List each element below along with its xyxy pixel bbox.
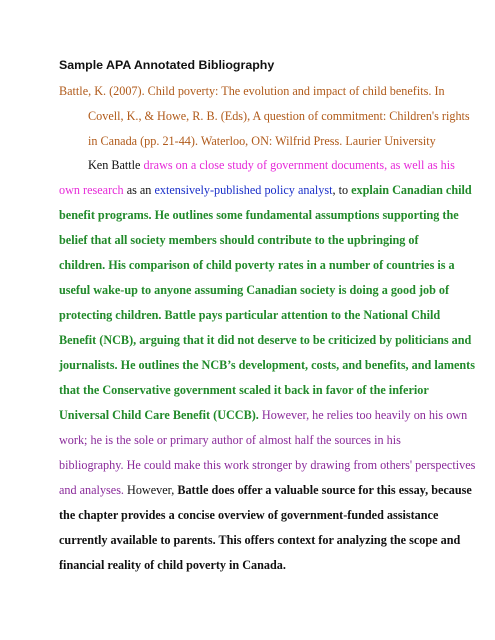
annotation-line-9: journalists. He outlines the NCB’s development, costs, and benefits, and laments	[59, 358, 475, 372]
annotation-line-11: Universal Child Care Benefit (UCCB). However, he relies too heavily on his own	[59, 408, 468, 422]
annotation-line-14: and analyses. However, Battle does offer a valuable source for this essay, because	[59, 483, 472, 497]
annotation-line-6: useful wake-up to anyone assuming Canadian society is doing a good job of	[59, 283, 450, 297]
page-title: Sample APA Annotated Bibliography	[59, 58, 275, 72]
annotation-line-2: own research as an extensively-published policy analyst, to explain Canadian child	[59, 183, 472, 197]
annotation-line-1	[88, 157, 455, 173]
annotation-line-15: the chapter provides a concise overview of government-funded assistance	[59, 508, 439, 522]
citation-line-2: Covell, K., & Howe, R. B. (Eds), A question of commitment: Children's rights	[88, 109, 470, 123]
evidence-phrase-cont: own research	[59, 183, 124, 197]
evidence-phrase: draws on a close study of government documents, as well as his	[143, 158, 455, 172]
author-name: Ken Battle	[88, 158, 144, 172]
annotation-line-5: children. His comparison of child poverty rates in a number of countries is a	[59, 258, 455, 272]
annotation-line-4: belief that all society members should contribute to the upbringing of	[59, 233, 419, 247]
relevance-phrase: Battle does offer a valuable source for this essay, because	[177, 483, 472, 497]
citation-line-3: in Canada (pp. 21-44). Waterloo, ON: Wilfrid Press. Laurier University	[88, 134, 436, 148]
summary-phrase: explain Canadian child	[351, 183, 472, 197]
annotation-line-17: financial reality of child poverty in Canada.	[59, 558, 286, 572]
annotation-line-16: currently available to parents. This offers context for analyzing the scope and	[59, 533, 461, 547]
credentials-phrase: extensively-published policy analyst	[154, 183, 333, 197]
annotation-line-3: benefit programs. He outlines some fundamental assumptions supporting the	[59, 208, 459, 222]
annotation-line-12: work; he is the sole or primary author of almost half the sources in his	[59, 433, 401, 447]
annotation-line-13: bibliography. He could make this work stronger by drawing from others' perspectives	[59, 458, 476, 472]
annotation-line-7: protecting children. Battle pays particular attention to the National Child	[59, 308, 441, 322]
annotation-line-8: Benefit (NCB), arguing that it did not deserve to be criticized by politicians and	[59, 333, 472, 347]
annotation-line-10: that the Conservative government scaled it back in favor of the inferior	[59, 383, 429, 397]
critique-phrase: However, he relies too heavily on his own	[258, 408, 468, 422]
citation-line-1: Battle, K. (2007). Child poverty: The evolution and impact of child benefits. In	[59, 84, 445, 98]
